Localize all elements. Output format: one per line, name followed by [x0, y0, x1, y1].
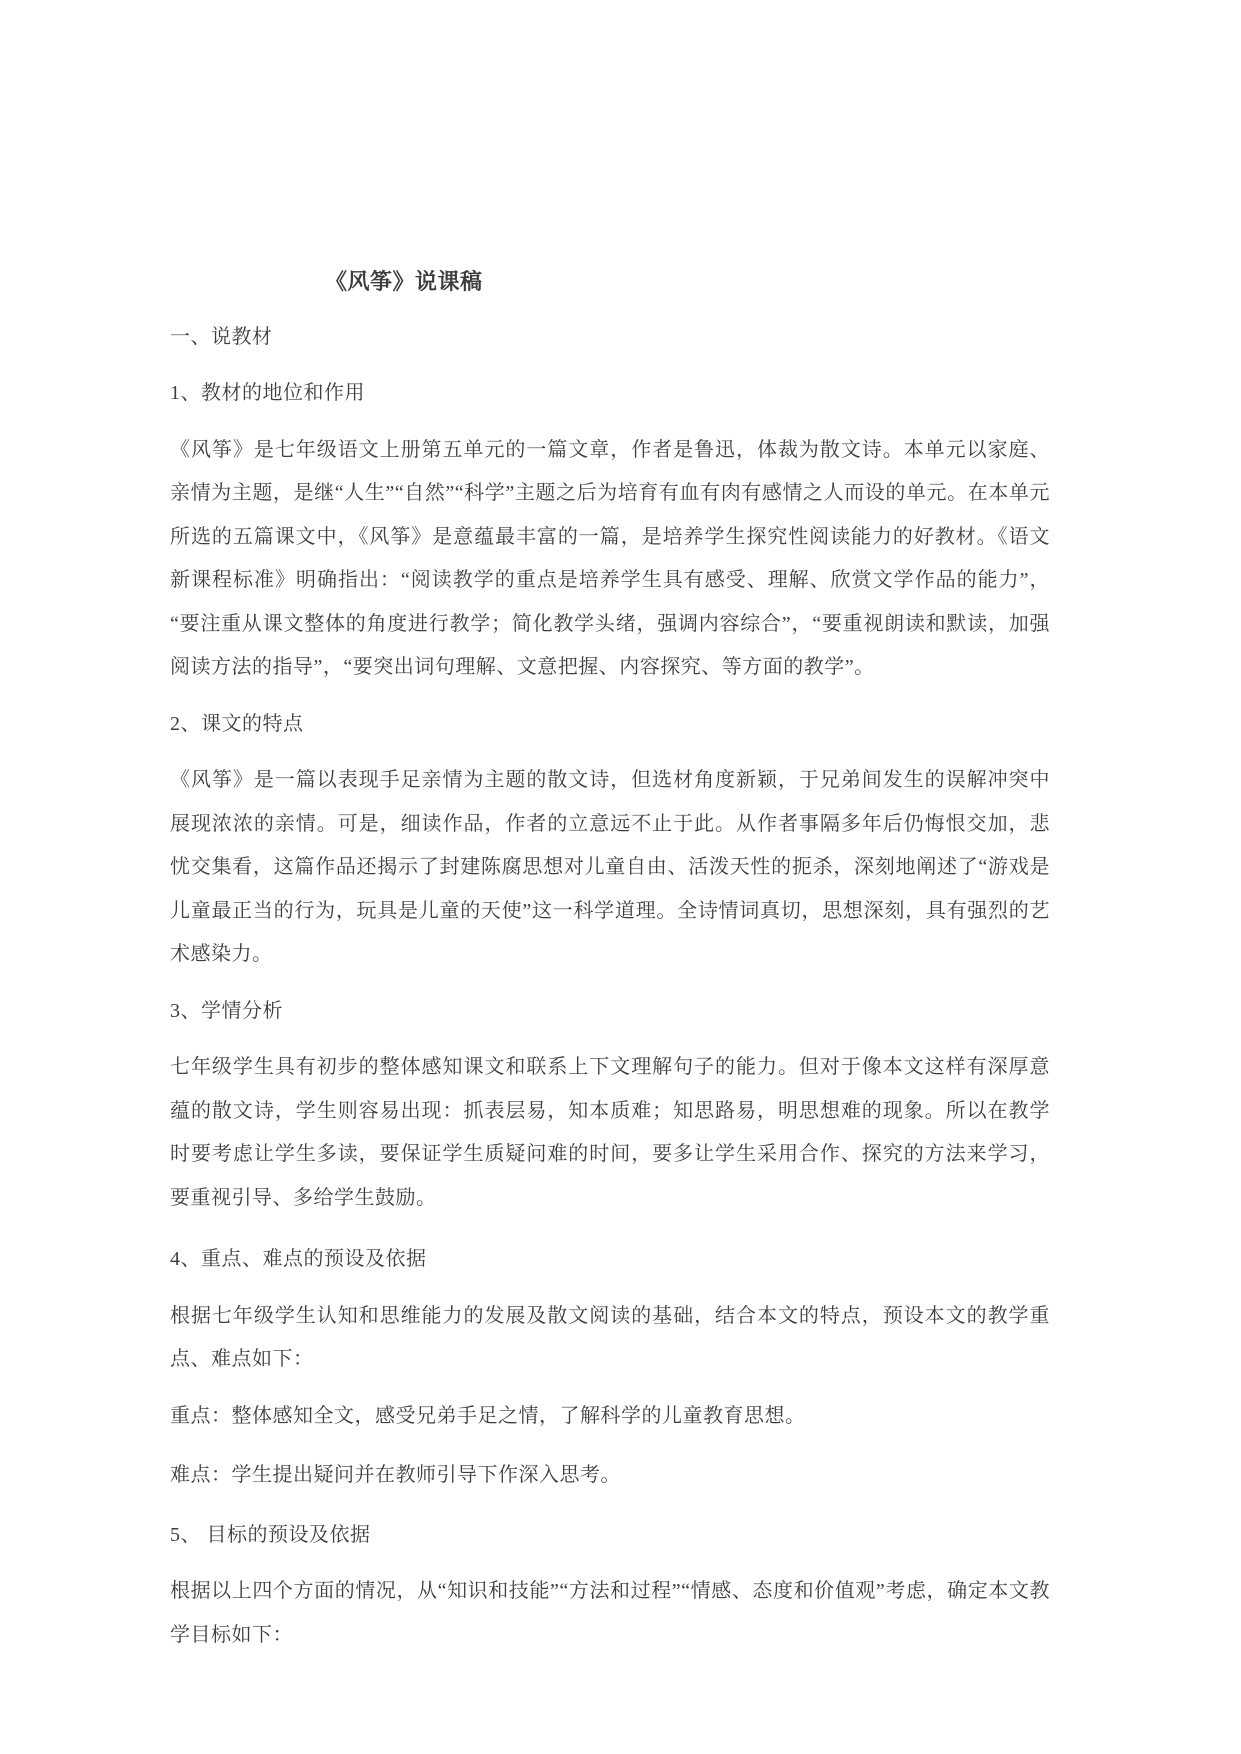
paragraph-key-difficult-points-intro: 根据七年级学生认知和思维能力的发展及散文阅读的基础，结合本文的特点，预设本文的教学重点、难点如下： — [170, 1304, 1050, 1370]
subsection-heading-textbook-position: 1、教材的地位和作用 — [170, 382, 365, 404]
paragraph-learner-analysis: 七年级学生具有初步的整体感知课文和联系上下文理解句子的能力。但对于像本文这样有深厚意蕴的散文诗，学生则容易出现：抓表层易，知本质难；知思路易，明思想难的现象。所以在教学时要考虑让学生多读，要保证学生质疑问难的时间，要多让学生采用合作、探究的方法来学习，要重视引导、多给学生鼓励。 — [170, 1056, 1050, 1209]
document-content — [170, 260, 1050, 1670]
paragraph-difficult-point: 难点：学生提出疑问并在教师引导下作深入思考。 — [170, 1464, 621, 1486]
paragraph-key-point: 重点：整体感知全文，感受兄弟手足之情，了解科学的儿童教育思想。 — [170, 1404, 806, 1427]
subsection-heading-goal-presets: 5、 目标的预设及依据 — [170, 1523, 371, 1546]
document-title: 《风筝》说课稿 — [325, 269, 483, 294]
subsection-heading-learner-analysis: 3、学情分析 — [170, 999, 283, 1022]
section-heading-say-textbook: 一、说教材 — [170, 325, 273, 348]
paragraph-goal-presets-intro: 根据以上四个方面的情况，从“知识和技能”“方法和过程”“情感、态度和价值观”考虑，确定本文教学目标如下： — [170, 1580, 1050, 1646]
paragraph-text-features: 《风筝》是一篇以表现手足亲情为主题的散文诗，但选材角度新颖，于兄弟间发生的误解冲突中展现浓浓的亲情。可是，细读作品，作者的立意远不止于此。从作者事隔多年后仍悔恨交加，悲忧交集看，这篇作品还揭示了封建陈腐思想对儿童自由、活泼天性的扼杀，深刻地阐述了“游戏是儿童最正当的行为，玩具是儿童的天使”这一科学道理。全诗情词真切，思想深刻，具有强烈的艺术感染力。 — [170, 769, 1050, 965]
subsection-heading-key-difficult-points: 4、重点、难点的预设及依据 — [170, 1248, 427, 1270]
subsection-heading-text-features: 2、课文的特点 — [170, 712, 304, 735]
paragraph-textbook-position: 《风筝》是七年级语文上册第五单元的一篇文章，作者是鲁迅，体裁为散文诗。本单元以家庭、亲情为主题，是继“人生”“自然”“科学”主题之后为培育有血有肉有感情之人而设的单元。在本单元所选的五篇课文中，《风筝》是意蕴最丰富的一篇，是培养学生探究性阅读能力的好教材。《语文新课程标准》明确指出：“阅读教学的重点是培养学生具有感受、理解、欣赏文学作品的能力”，“要注重从课文整体的角度进行教学；简化教学头绪，强调内容综合”，“要重视朗读和默读，加强阅读方法的指导”，“要突出词句理解、文意把握、内容探究、等方面的教学”。 — [170, 438, 1050, 678]
